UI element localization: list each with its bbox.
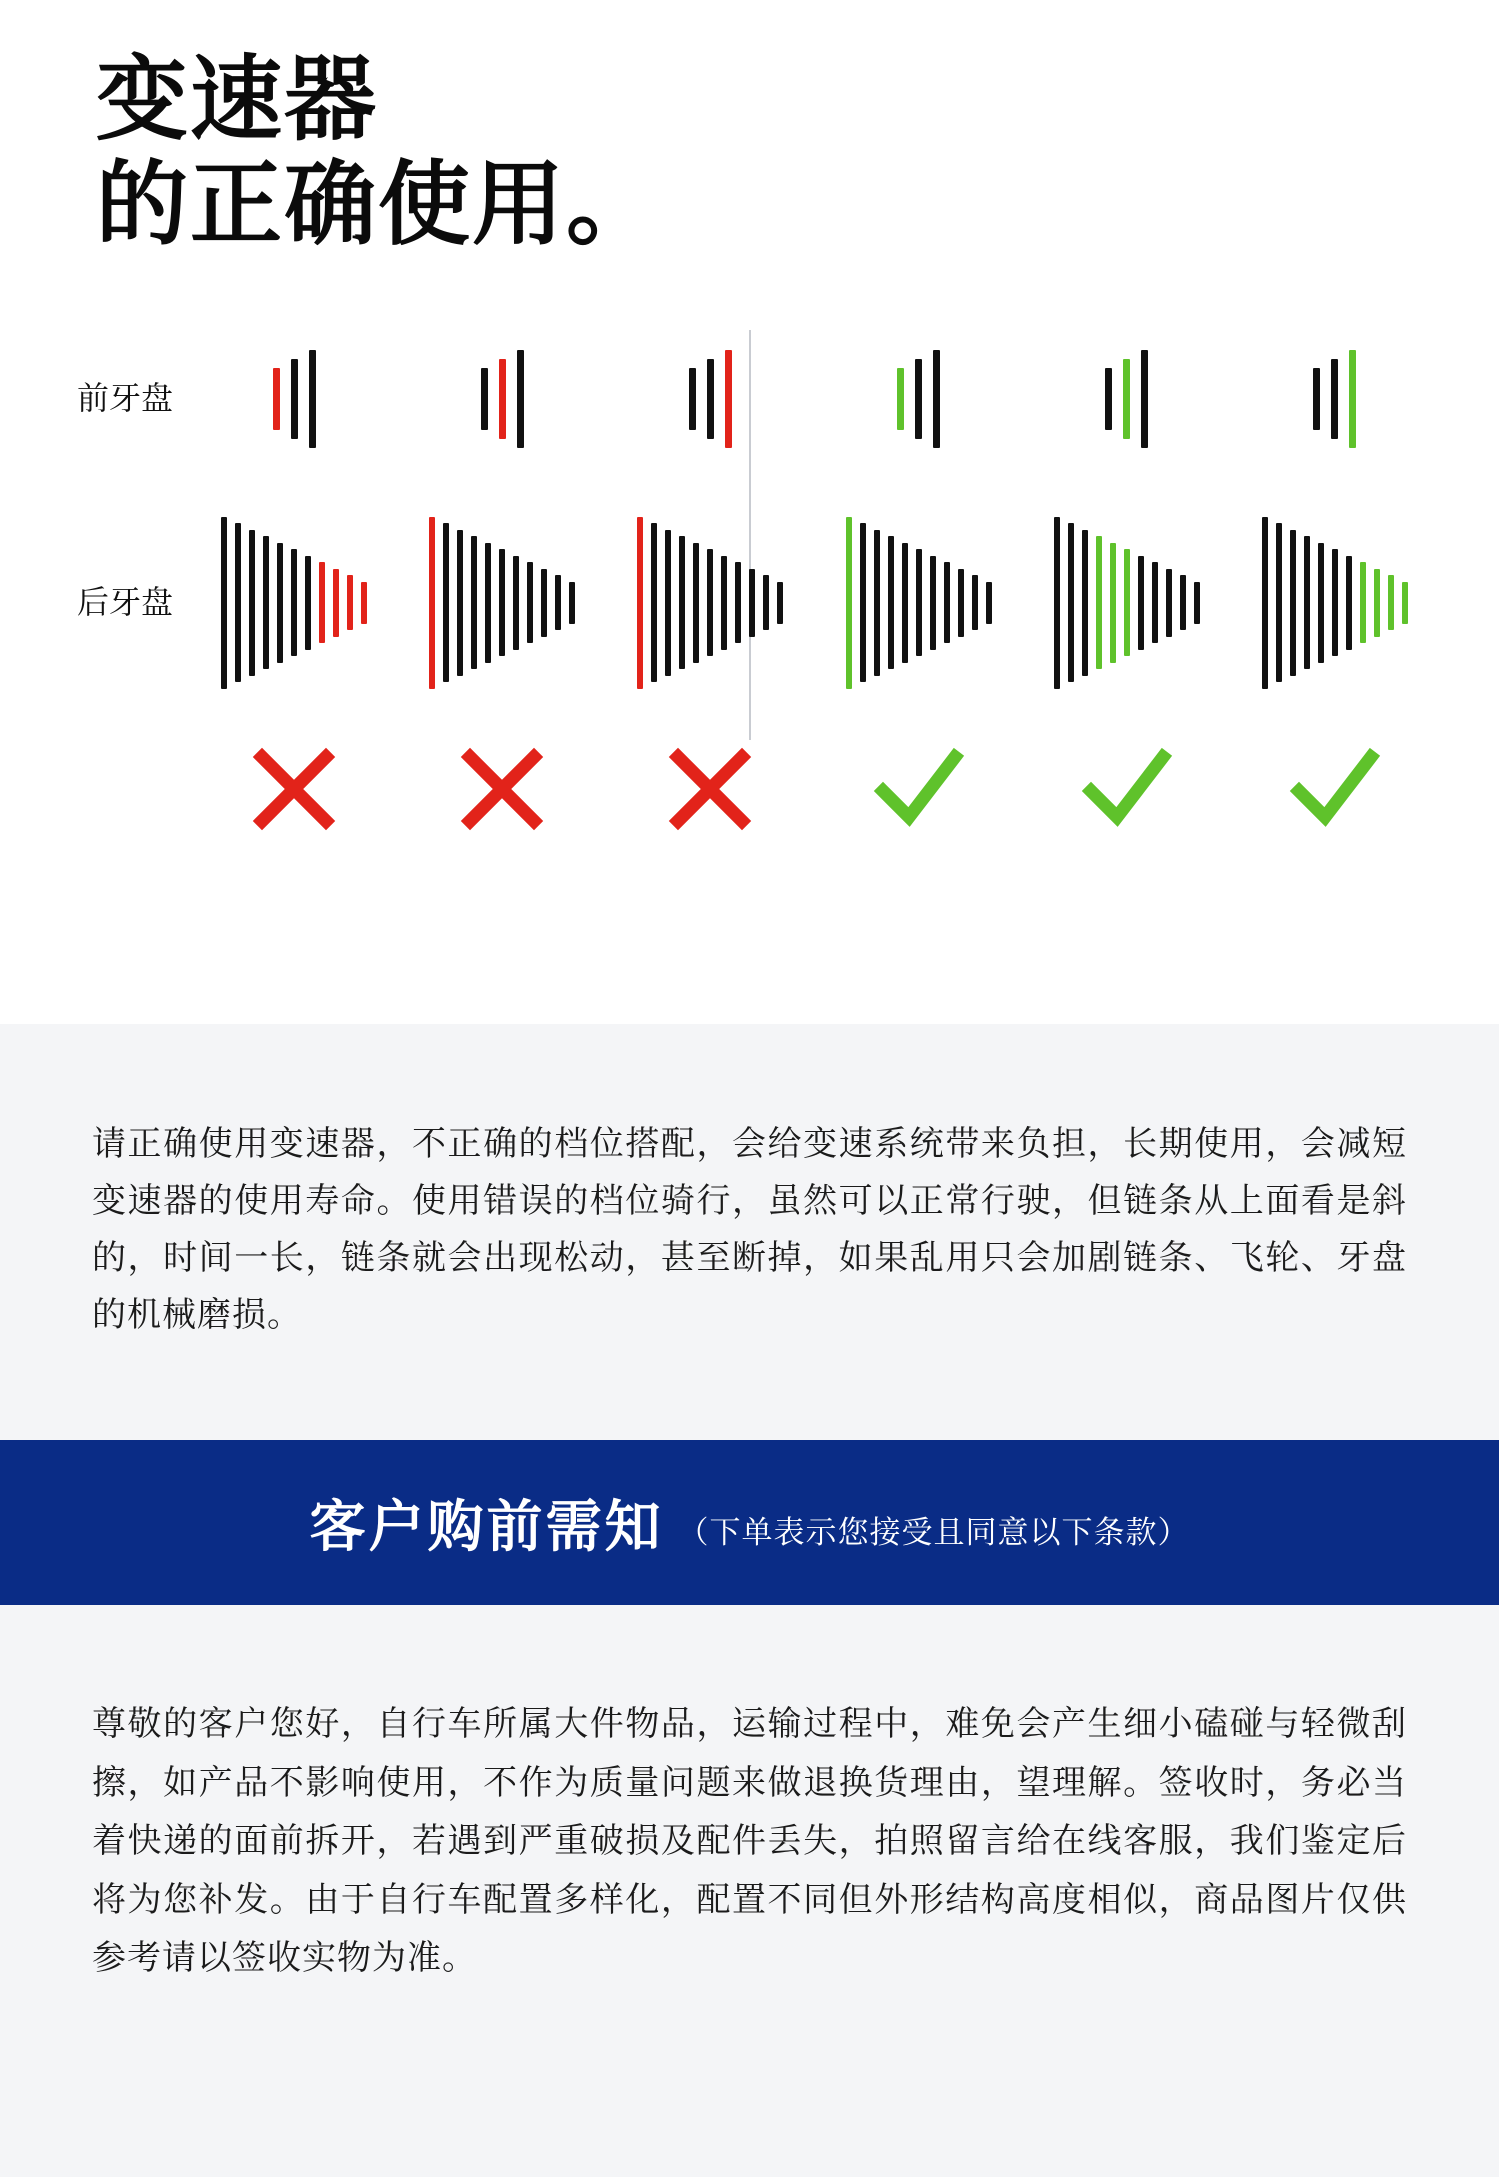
rear-bar: [1082, 530, 1088, 676]
rear-bar: [735, 562, 741, 643]
front-bar: [897, 368, 904, 430]
purchase-notice-banner: [0, 1440, 1499, 1605]
verdict-mark-5: [1023, 734, 1231, 844]
rear-bar: [1180, 575, 1186, 630]
front-bar: [725, 350, 732, 448]
rear-bar: [972, 575, 978, 630]
rear-bar: [235, 523, 241, 682]
rear-bar: [1276, 523, 1282, 682]
terms-text: 尊敬的客户您好，自行车所属大件物品，运输过程中，难免会产生细小磕碰与轻微刮擦，如产品不影响使用，不作为质量问题来做退换货理由，望理解。签收时，务必当着快递的面前拆开，若遇到严重破损及配件丢失，拍照留言给在线客服，我们鉴定后将为您补发。由于自行车配置多样化，配置不同但外形结构高度相似，商品图片仅供参考请以签收实物为准。: [92, 1705, 1407, 1978]
rear-bar: [457, 530, 463, 676]
rear-bar: [443, 523, 449, 682]
rear-bar: [263, 536, 269, 669]
rear-bar: [1138, 556, 1144, 650]
rear-bar: [333, 569, 339, 637]
verdict-mark-2: [398, 734, 606, 844]
rear-bar: [277, 543, 283, 663]
rear-bar: [902, 543, 908, 663]
rear-bar: [1166, 569, 1172, 637]
rear-bar: [1346, 556, 1352, 650]
rear-cell-6: [1231, 508, 1439, 698]
rear-bar: [1110, 543, 1116, 663]
front-cell-1: [190, 324, 398, 474]
rear-bar: [1360, 562, 1366, 643]
cross-icon: [456, 743, 548, 835]
front-bar: [1123, 359, 1130, 439]
rear-bar: [1388, 575, 1394, 630]
usage-note-section: [0, 1024, 1499, 1440]
title-line-2: 的正确使用。: [96, 153, 661, 256]
front-cell-2: [398, 324, 606, 474]
rear-bar: [429, 517, 435, 689]
front-bar: [689, 368, 696, 430]
front-bar: [707, 359, 714, 439]
rear-bar: [569, 582, 575, 624]
verdict-mark-4: [815, 734, 1023, 844]
front-bar: [1349, 350, 1356, 448]
rear-bar: [1068, 523, 1074, 682]
front-bar: [1141, 350, 1148, 448]
rear-bar: [679, 536, 685, 669]
rear-cell-2: [398, 508, 606, 698]
rear-bar: [930, 556, 936, 650]
front-bar: [517, 350, 524, 448]
rear-bar: [1124, 549, 1130, 656]
rear-bar: [1402, 582, 1408, 624]
rear-bar: [291, 549, 297, 656]
cross-icon: [664, 743, 756, 835]
rear-bar: [541, 569, 547, 637]
rear-bar: [249, 530, 255, 676]
front-bar: [1105, 368, 1112, 430]
rear-bar: [361, 582, 367, 624]
rear-bar: [637, 517, 643, 689]
rear-bar: [1096, 536, 1102, 669]
banner-subtitle: （下单表示您接受且同意以下条款）: [677, 1515, 1190, 1551]
rear-bar: [944, 562, 950, 643]
rear-bar: [888, 536, 894, 669]
front-bar: [915, 359, 922, 439]
rear-bar: [513, 556, 519, 650]
rear-cell-3: [606, 508, 814, 698]
rear-bar: [1194, 582, 1200, 624]
rear-cassette-row: [60, 508, 1439, 698]
rear-bar: [1290, 530, 1296, 676]
cross-icon: [248, 743, 340, 835]
rear-bar: [499, 549, 505, 656]
rear-bar: [958, 569, 964, 637]
gear-usage-diagram: [0, 324, 1499, 1024]
check-icon: [873, 743, 965, 835]
rear-bar: [1374, 569, 1380, 637]
rear-bar: [1332, 549, 1338, 656]
rear-bar: [305, 556, 311, 650]
rear-bar: [1304, 536, 1310, 669]
rear-bar: [1152, 562, 1158, 643]
rear-bar: [221, 517, 227, 689]
front-chainring-row: [60, 324, 1439, 474]
terms-section: [0, 1605, 1499, 2177]
front-bar: [309, 350, 316, 448]
rear-bar: [916, 549, 922, 656]
usage-note-text: 请正确使用变速器，不正确的档位搭配，会给变速系统带来负担，长期使用，会减短变速器的使用寿命。使用错误的档位骑行，虽然可以正常行驶，但链条从上面看是斜的，时间一长，链条就会出现松动，甚至断掉，如果乱用只会加剧链条、飞轮、牙盘的机械磨损。: [92, 1124, 1407, 1335]
front-bar: [291, 359, 298, 439]
rear-bar: [485, 543, 491, 663]
front-row-label: 前牙盘: [76, 380, 173, 417]
rear-bar: [651, 523, 657, 682]
rear-bar: [527, 562, 533, 643]
rear-cell-4: [815, 508, 1023, 698]
rear-cell-1: [190, 508, 398, 698]
front-bar: [933, 350, 940, 448]
verdict-mark-3: [606, 734, 814, 844]
front-cell-6: [1231, 324, 1439, 474]
rear-bar: [471, 536, 477, 669]
front-cell-5: [1023, 324, 1231, 474]
rear-bar: [707, 549, 713, 656]
rear-bar: [749, 569, 755, 637]
page-title: [0, 0, 1499, 258]
verdict-mark-1: [190, 734, 398, 844]
check-icon: [1289, 743, 1381, 835]
rear-bar: [555, 575, 561, 630]
front-bar: [273, 368, 280, 430]
rear-bar: [1054, 517, 1060, 689]
front-bar: [1313, 368, 1320, 430]
verdict-row: [60, 734, 1439, 844]
rear-cell-5: [1023, 508, 1231, 698]
rear-bar: [721, 556, 727, 650]
front-bar: [1331, 359, 1338, 439]
rear-bar: [347, 575, 353, 630]
title-line-1: 变速器: [96, 49, 379, 151]
banner-title: 客户购前需知: [309, 1494, 664, 1558]
rear-bar: [1262, 517, 1268, 689]
rear-bar: [777, 582, 783, 624]
rear-bar: [846, 517, 852, 689]
rear-bar: [693, 543, 699, 663]
rear-row-label: 后牙盘: [76, 584, 173, 621]
verdict-mark-6: [1231, 734, 1439, 844]
front-bar: [481, 368, 488, 430]
rear-bar: [1318, 543, 1324, 663]
rear-bar: [874, 530, 880, 676]
front-bar: [499, 359, 506, 439]
rear-bar: [665, 530, 671, 676]
check-icon: [1081, 743, 1173, 835]
front-cell-4: [815, 324, 1023, 474]
rear-bar: [763, 575, 769, 630]
front-cell-3: [606, 324, 814, 474]
rear-bar: [319, 562, 325, 643]
rear-bar: [860, 523, 866, 682]
rear-bar: [986, 582, 992, 624]
